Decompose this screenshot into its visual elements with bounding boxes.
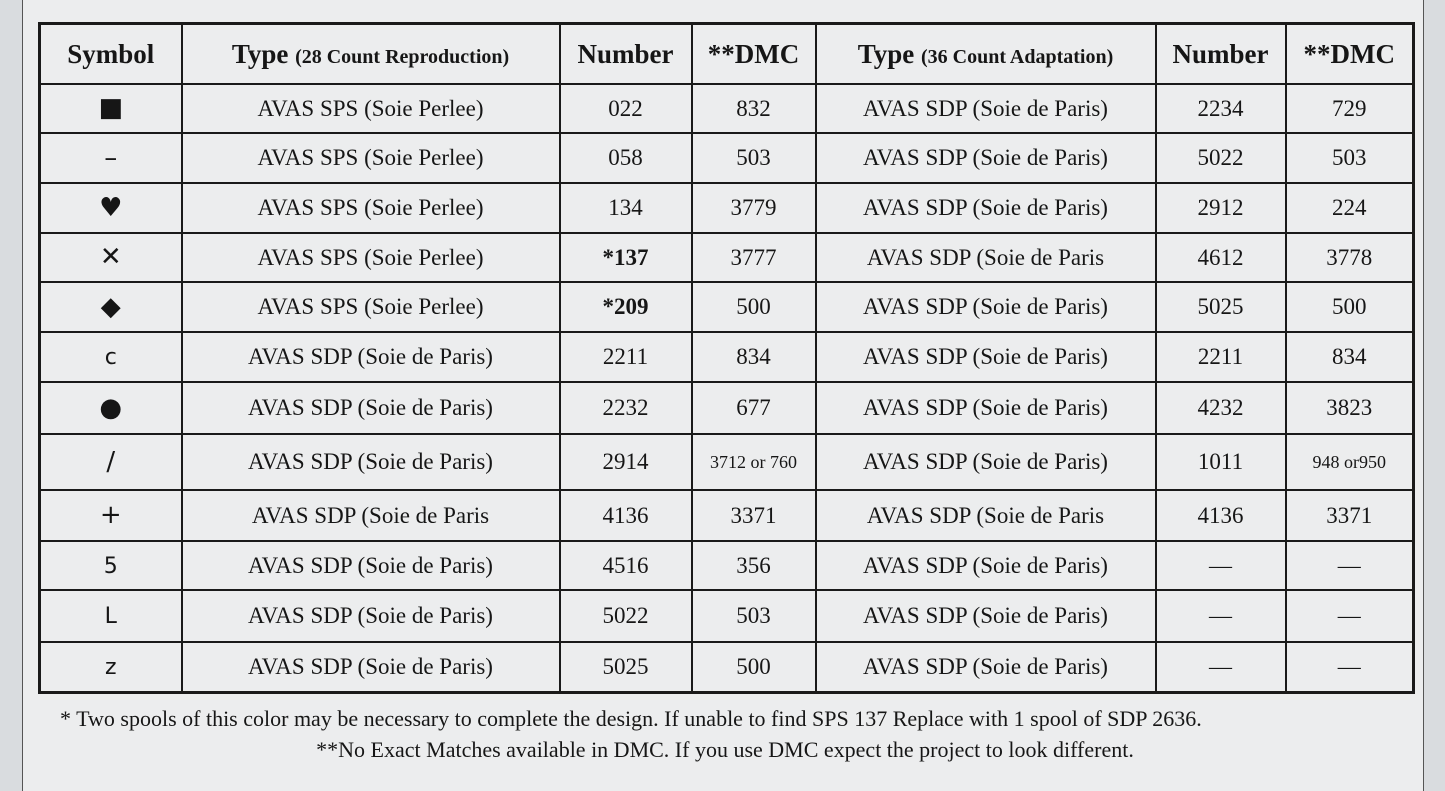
number-36-cell: — — [1156, 642, 1286, 692]
number-36-cell: 4232 — [1156, 382, 1286, 434]
header-symbol: Symbol — [40, 24, 182, 85]
type-28-cell: AVAS SDP (Soie de Paris) — [182, 332, 560, 382]
dmc-36-cell: 224 — [1286, 183, 1414, 233]
number-28-cell: 022 — [560, 84, 692, 133]
type-28-cell: AVAS SDP (Soie de Paris) — [182, 382, 560, 434]
number-28-cell: 2914 — [560, 434, 692, 490]
number-36-cell: — — [1156, 541, 1286, 590]
letter-z-icon: z — [104, 655, 117, 681]
number-36-cell: 5022 — [1156, 133, 1286, 183]
heart-icon: ♥ — [99, 192, 123, 223]
number-36-cell: 2211 — [1156, 332, 1286, 382]
dmc-28-cell: 3712 or 760 — [692, 434, 816, 490]
letter-c-icon: c — [104, 345, 117, 371]
dmc-36-cell: 500 — [1286, 282, 1414, 332]
header-number-28: Number — [560, 24, 692, 85]
header-number-36: Number — [1156, 24, 1286, 85]
number-28-cell: 5022 — [560, 590, 692, 642]
type-28-cell: AVAS SPS (Soie Perlee) — [182, 282, 560, 332]
symbol-cell — [40, 541, 182, 590]
symbol-cell — [40, 233, 182, 282]
number-28-cell: 2211 — [560, 332, 692, 382]
plus-icon: + — [99, 500, 122, 531]
type-36-cell: AVAS SDP (Soie de Paris) — [816, 84, 1156, 133]
number-36-cell: 4612 — [1156, 233, 1286, 282]
table-row — [40, 434, 1414, 490]
table-row — [40, 541, 1414, 590]
dmc-36-cell: — — [1286, 590, 1414, 642]
header-dmc-28: **DMC — [692, 24, 816, 85]
type-36-cell: AVAS SDP (Soie de Paris) — [816, 590, 1156, 642]
table-row — [40, 642, 1414, 692]
dmc-36-cell: 503 — [1286, 133, 1414, 183]
number-36-cell: 4136 — [1156, 490, 1286, 541]
type-28-cell: AVAS SPS (Soie Perlee) — [182, 133, 560, 183]
type-28-cell: AVAS SDP (Soie de Paris) — [182, 541, 560, 590]
dmc-28-cell: 3779 — [692, 183, 816, 233]
dmc-28-cell: 677 — [692, 382, 816, 434]
table-header — [40, 24, 1414, 85]
dmc-36-cell: 834 — [1286, 332, 1414, 382]
number-28-cell: 134 — [560, 183, 692, 233]
number-36-cell: — — [1156, 590, 1286, 642]
number-36-cell: 1011 — [1156, 434, 1286, 490]
dmc-36-cell: — — [1286, 541, 1414, 590]
letter-l-icon: L — [104, 604, 117, 630]
symbol-cell — [40, 490, 182, 541]
type-36-cell: AVAS SDP (Soie de Paris) — [816, 282, 1156, 332]
number-28-cell: 4136 — [560, 490, 692, 541]
footnote-single-asterisk: * Two spools of this color may be necessary to complete the design. If unable to find SPS 137 Replace with 1 spool of SDP 2636. — [60, 706, 1202, 731]
dmc-28-cell: 356 — [692, 541, 816, 590]
number-36-cell: 2234 — [1156, 84, 1286, 133]
header-type-36-count: Type (36 Count Adaptation) — [816, 24, 1156, 85]
dmc-36-cell: 729 — [1286, 84, 1414, 133]
table-row — [40, 590, 1414, 642]
table-row — [40, 282, 1414, 332]
type-28-cell: AVAS SDP (Soie de Paris — [182, 490, 560, 541]
dmc-28-cell: 3777 — [692, 233, 816, 282]
symbol-cell — [40, 434, 182, 490]
dash-icon: – — [104, 142, 118, 173]
type-28-cell: AVAS SPS (Soie Perlee) — [182, 233, 560, 282]
number-28-cell: 058 — [560, 133, 692, 183]
dmc-36-cell: 3371 — [1286, 490, 1414, 541]
type-28-cell: AVAS SPS (Soie Perlee) — [182, 183, 560, 233]
type-36-cell: AVAS SDP (Soie de Paris) — [816, 434, 1156, 490]
dmc-28-cell: 834 — [692, 332, 816, 382]
type-36-cell: AVAS SDP (Soie de Paris) — [816, 382, 1156, 434]
dmc-28-cell: 503 — [692, 590, 816, 642]
symbol-cell — [40, 382, 182, 434]
symbol-cell — [40, 133, 182, 183]
number-28-cell: 2232 — [560, 382, 692, 434]
dmc-36-cell: 948 or950 — [1286, 434, 1414, 490]
dmc-28-cell: 500 — [692, 282, 816, 332]
thread-conversion-table — [38, 22, 1415, 694]
table-row — [40, 233, 1414, 282]
table-row — [40, 332, 1414, 382]
filled-circle-icon: ● — [99, 392, 123, 423]
diamond-icon: ◆ — [100, 291, 121, 322]
type-36-cell: AVAS SDP (Soie de Paris) — [816, 183, 1156, 233]
dmc-36-cell: 3778 — [1286, 233, 1414, 282]
number-28-cell: 4516 — [560, 541, 692, 590]
dmc-36-cell: 3823 — [1286, 382, 1414, 434]
footnotes — [38, 703, 1412, 765]
table-row — [40, 382, 1414, 434]
type-36-cell: AVAS SDP (Soie de Paris) — [816, 541, 1156, 590]
header-row — [40, 24, 1414, 85]
type-28-cell: AVAS SPS (Soie Perlee) — [182, 84, 560, 133]
type-36-cell: AVAS SDP (Soie de Paris) — [816, 642, 1156, 692]
filled-square-icon: ■ — [98, 93, 124, 124]
table-body — [40, 84, 1414, 693]
type-28-cell: AVAS SDP (Soie de Paris) — [182, 642, 560, 692]
type-36-cell: AVAS SDP (Soie de Paris) — [816, 332, 1156, 382]
type-28-cell: AVAS SDP (Soie de Paris) — [182, 590, 560, 642]
slash-icon: / — [106, 446, 116, 477]
type-36-cell: AVAS SDP (Soie de Paris — [816, 490, 1156, 541]
number-28-cell: *209 — [560, 282, 692, 332]
number-36-cell: 5025 — [1156, 282, 1286, 332]
type-36-cell: AVAS SDP (Soie de Paris — [816, 233, 1156, 282]
symbol-cell — [40, 642, 182, 692]
header-dmc-36: **DMC — [1286, 24, 1414, 85]
symbol-cell — [40, 183, 182, 233]
symbol-cell — [40, 590, 182, 642]
symbol-cell — [40, 282, 182, 332]
header-type-28-count: Type (28 Count Reproduction) — [182, 24, 560, 85]
footnote-double-asterisk: **No Exact Matches available in DMC. If you use DMC expect the project to look different. — [316, 737, 1134, 762]
number-28-cell: *137 — [560, 233, 692, 282]
symbol-cell — [40, 84, 182, 133]
dmc-28-cell: 3371 — [692, 490, 816, 541]
table-row — [40, 490, 1414, 541]
symbol-cell — [40, 332, 182, 382]
number-36-cell: 2912 — [1156, 183, 1286, 233]
dmc-28-cell: 832 — [692, 84, 816, 133]
type-36-cell: AVAS SDP (Soie de Paris) — [816, 133, 1156, 183]
table-row — [40, 133, 1414, 183]
number-28-cell: 5025 — [560, 642, 692, 692]
type-28-cell: AVAS SDP (Soie de Paris) — [182, 434, 560, 490]
x-mark-icon: ✕ — [99, 242, 122, 273]
dmc-28-cell: 500 — [692, 642, 816, 692]
dmc-36-cell: — — [1286, 642, 1414, 692]
table-row — [40, 183, 1414, 233]
numeral-5-icon: 5 — [103, 553, 118, 579]
dmc-28-cell: 503 — [692, 133, 816, 183]
table-row — [40, 84, 1414, 133]
